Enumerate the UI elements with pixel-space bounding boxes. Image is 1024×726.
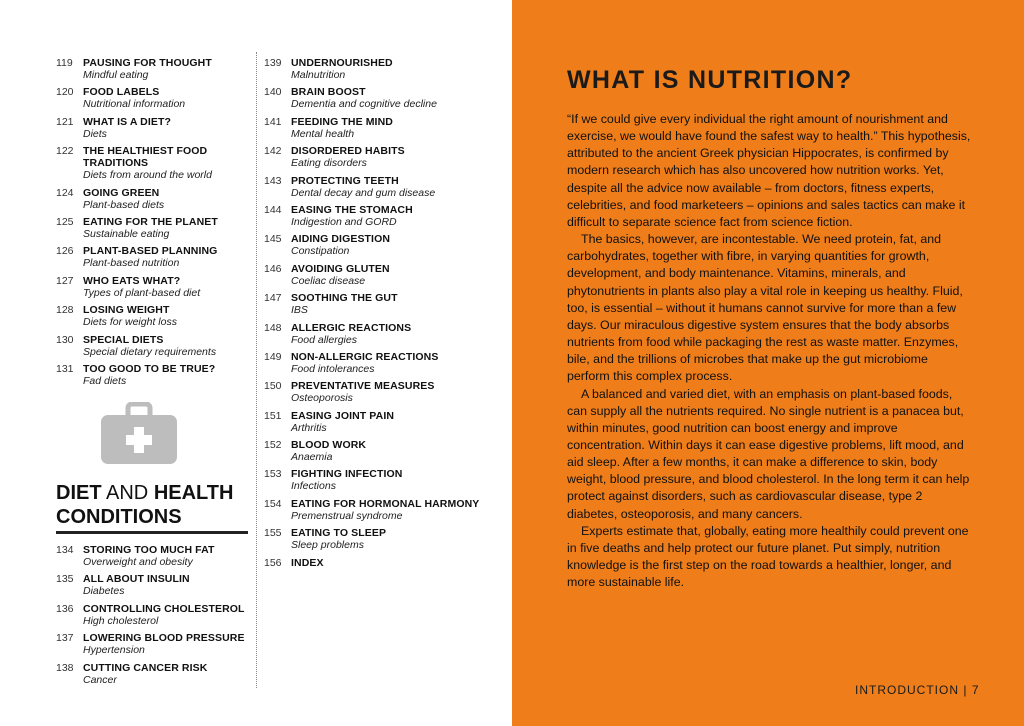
toc-entry[interactable] <box>264 86 494 110</box>
toc-page-number: 138 <box>56 661 74 674</box>
toc-entry-subtitle: Mental health <box>291 127 355 140</box>
toc-entry[interactable] <box>56 304 246 328</box>
toc-entry-title: NON-ALLERGIC REACTIONS <box>291 350 439 363</box>
toc-entry-title: DISORDERED HABITS <box>291 145 405 158</box>
toc-entry-subtitle: Overweight and obesity <box>83 556 193 568</box>
toc-entry[interactable] <box>56 57 246 81</box>
toc-entry-subtitle: Hypertension <box>83 644 145 657</box>
toc-entry-title: PLANT-BASED PLANNING <box>83 245 218 258</box>
toc-entry-text <box>291 175 494 199</box>
toc-page-number: 141 <box>264 115 282 128</box>
article-title: WHAT IS NUTRITION? <box>567 66 853 94</box>
toc-page-number: 127 <box>56 274 74 287</box>
toc-entry-text <box>83 363 246 387</box>
toc-entry[interactable] <box>56 245 246 269</box>
toc-entry-title: WHO EATS WHAT? <box>83 274 181 287</box>
toc-entry-subtitle: Coeliac disease <box>291 274 366 287</box>
toc-page-number: 145 <box>264 233 282 246</box>
toc-entry[interactable] <box>264 322 494 346</box>
toc-entry-title: BRAIN BOOST <box>291 86 366 99</box>
toc-page-number: 148 <box>264 321 282 334</box>
toc-entry-subtitle: Food intolerances <box>291 362 375 375</box>
toc-entry-text <box>291 86 494 110</box>
toc-entry-text <box>83 86 246 110</box>
article-paragraph: The basics, however, are incontestable. We need protein, fat, and carbohydrates, together with fibre, in varying quantities for growth, development, and body maintenance. Vitamins, minerals, and phytonutrients in plants also play a vital role in keeping us healthy. Fluid, too, is essential – without it humans cannot survive for more than a few days. Our miraculous digestive system ensures that the body absorbs nutrients from food while packaging the rest as waste matter. Enzymes, bile, and the trillions of microbes that make up the gut microbiome perform this complex process. <box>567 232 963 384</box>
toc-page-number: 131 <box>56 362 74 375</box>
toc-entry-title: INDEX <box>291 556 324 569</box>
toc-entry-subtitle: Premenstrual syndrome <box>291 509 403 522</box>
toc-entry-text <box>291 439 494 463</box>
toc-entry-text <box>291 204 494 228</box>
toc-entry-text <box>83 334 246 358</box>
toc-entry-title: SOOTHING THE GUT <box>291 292 398 305</box>
toc-entry-text <box>83 245 246 269</box>
toc-entry-subtitle: Special dietary requirements <box>83 345 217 358</box>
toc-column-2 <box>264 57 494 574</box>
toc-entry-text <box>83 145 246 181</box>
toc-entry-subtitle: Indigestion and GORD <box>291 215 397 228</box>
toc-page-number: 130 <box>56 333 74 346</box>
toc-entry-subtitle: Diabetes <box>83 585 125 598</box>
toc-page-number: 124 <box>56 186 74 199</box>
toc-page-number: 128 <box>56 304 74 317</box>
toc-entry-title: THE HEALTHIEST FOOD TRADITIONS <box>83 145 208 170</box>
toc-entry-title: AVOIDING GLUTEN <box>291 262 390 275</box>
toc-entry-subtitle: IBS <box>291 304 308 317</box>
toc-entry-subtitle: High cholesterol <box>83 614 159 627</box>
toc-entry[interactable] <box>56 187 246 211</box>
toc-page-number: 144 <box>264 203 282 216</box>
toc-page-number: 142 <box>264 145 282 158</box>
toc-entry-subtitle: Fad diets <box>83 374 127 387</box>
toc-entry[interactable] <box>264 498 494 522</box>
toc-entry[interactable] <box>264 527 494 551</box>
toc-entry[interactable] <box>56 145 246 181</box>
toc-entry-text <box>83 116 246 140</box>
toc-page-number: 155 <box>264 527 282 540</box>
toc-page-number: 146 <box>264 262 282 275</box>
toc-entry-subtitle: Nutritional information <box>83 98 186 111</box>
toc-entry[interactable] <box>264 57 494 81</box>
toc-entry-subtitle: Mindful eating <box>83 69 149 81</box>
toc-entry[interactable] <box>56 603 246 627</box>
toc-entry-text <box>291 380 494 404</box>
footer-separator: | <box>963 683 968 697</box>
toc-entry[interactable] <box>264 263 494 287</box>
toc-entry[interactable] <box>56 116 246 140</box>
toc-page-number: 135 <box>56 573 74 586</box>
first-aid-kit-icon <box>101 402 177 464</box>
toc-entry-subtitle: Dental decay and gum disease <box>291 186 436 199</box>
toc-entry-title: CONTROLLING CHOLESTEROL <box>83 602 245 615</box>
toc-entry-subtitle: Diets <box>83 127 107 140</box>
toc-entry-subtitle: Osteoporosis <box>291 392 353 405</box>
toc-page-number: 120 <box>56 86 74 99</box>
toc-entry[interactable] <box>264 410 494 434</box>
toc-entry[interactable] <box>56 216 246 240</box>
toc-entry-title: BLOOD WORK <box>291 439 367 452</box>
toc-entry-text <box>83 304 246 328</box>
article-paragraph: A balanced and varied diet, with an emphasis on plant-based foods, can supply all the nutrients required. No single nutrient is a panacea but, within minutes, good nutrition can boost energy and improve concentration. Within days it can ease digestive problems, lift mood, and aid sleep. After a few months, it can make a difference to skin, body weight, blood pressure, and blood cholesterol. In the long term it can help protect against disorders, such as cardiovascular disease, type 2 diabetes, osteoporosis, and many cancers. <box>567 386 970 521</box>
toc-entry-subtitle: Constipation <box>291 245 350 258</box>
section-heading-regular: AND <box>101 482 154 504</box>
article-body <box>567 111 972 591</box>
toc-entry[interactable] <box>264 292 494 316</box>
toc-entry-title: PAUSING FOR THOUGHT <box>83 57 212 69</box>
toc-entry-subtitle: Plant-based diets <box>83 198 165 211</box>
footer-section: INTRODUCTION <box>855 683 959 697</box>
toc-entry[interactable] <box>264 116 494 140</box>
toc-entry-title: PROTECTING TEETH <box>291 174 399 187</box>
toc-page-number: 153 <box>264 468 282 481</box>
page-footer <box>855 683 980 697</box>
toc-entry-text <box>83 187 246 211</box>
toc-page-number: 140 <box>264 86 282 99</box>
toc-entry-text <box>83 632 246 656</box>
toc-entry-text <box>291 410 494 434</box>
toc-entry-title: PREVENTATIVE MEASURES <box>291 380 435 393</box>
toc-entry-subtitle: Arthritis <box>291 421 327 434</box>
toc-entry[interactable] <box>56 662 246 686</box>
toc-column-1-lower <box>56 544 246 691</box>
toc-entry[interactable] <box>264 145 494 169</box>
toc-entry-title: FOOD LABELS <box>83 86 160 99</box>
toc-entry-title: EATING FOR HORMONAL HARMONY <box>291 497 480 510</box>
toc-entry[interactable] <box>56 544 246 568</box>
toc-entry-text <box>291 116 494 140</box>
toc-entry-title: CUTTING CANCER RISK <box>83 661 208 674</box>
toc-entry-subtitle: Diets from around the world <box>83 169 212 182</box>
toc-entry[interactable] <box>56 334 246 358</box>
toc-entry-subtitle: Food allergies <box>291 333 357 346</box>
toc-entry-text <box>291 263 494 287</box>
toc-entry-text <box>291 527 494 551</box>
toc-page-number: 149 <box>264 350 282 363</box>
toc-entry-text <box>291 468 494 492</box>
toc-page-number: 122 <box>56 145 74 158</box>
toc-entry-title: FIGHTING INFECTION <box>291 468 403 481</box>
toc-entry-subtitle: Eating disorders <box>291 157 367 170</box>
toc-entry-title: EASING THE STOMACH <box>291 203 413 216</box>
toc-entry-title: LOWERING BLOOD PRESSURE <box>83 632 245 645</box>
toc-entry-text <box>83 573 246 597</box>
toc-entry-title: EATING TO SLEEP <box>291 527 387 540</box>
toc-entry-text <box>291 57 494 81</box>
toc-entry-text <box>291 292 494 316</box>
toc-entry-subtitle: Infections <box>291 480 336 493</box>
toc-entry-title: TOO GOOD TO BE TRUE? <box>83 362 216 375</box>
toc-entry-subtitle: Cancer <box>83 673 117 686</box>
toc-page-number: 126 <box>56 245 74 258</box>
toc-entry-text <box>291 233 494 257</box>
toc-entry-subtitle: Diets for weight loss <box>83 316 177 329</box>
toc-entry-title: STORING TOO MUCH FAT <box>83 544 215 556</box>
toc-entry-title: WHAT IS A DIET? <box>83 115 172 128</box>
toc-page-number: 151 <box>264 409 282 422</box>
toc-entry-title: UNDERNOURISHED <box>291 57 393 69</box>
toc-entry-subtitle: Anaemia <box>291 451 333 464</box>
toc-page-number: 143 <box>264 174 282 187</box>
toc-entry-title: EASING JOINT PAIN <box>291 409 395 422</box>
toc-entry-text <box>291 557 494 569</box>
toc-entry-text <box>83 275 246 299</box>
toc-entry-text <box>83 216 246 240</box>
article-paragraph: Experts estimate that, globally, eating more healthily could prevent one in five deaths and help protect our future planet. Put simply, nutrition knowledge is the first step on the road towards a healthier, longer, and more sustainable life. <box>567 523 969 590</box>
toc-page-number: 156 <box>264 556 282 569</box>
toc-page-number: 125 <box>56 215 74 228</box>
toc-entry[interactable] <box>264 468 494 492</box>
toc-entry-text <box>83 662 246 686</box>
toc-entry-subtitle: Malnutrition <box>291 69 346 81</box>
toc-page-number: 121 <box>56 115 74 128</box>
toc-entry[interactable] <box>264 233 494 257</box>
toc-page-number: 136 <box>56 602 74 615</box>
toc-entry-subtitle: Dementia and cognitive decline <box>291 98 437 111</box>
toc-page-number: 147 <box>264 292 282 305</box>
toc-entry[interactable] <box>264 557 494 569</box>
toc-entry[interactable] <box>264 204 494 228</box>
toc-entry-title: AIDING DIGESTION <box>291 233 391 246</box>
section-heading-bold-1: DIET <box>56 482 102 504</box>
toc-entry-text <box>291 351 494 375</box>
section-rule <box>56 531 248 534</box>
toc-entry-text <box>291 322 494 346</box>
toc-entry[interactable] <box>56 86 246 110</box>
toc-page-number: 150 <box>264 380 282 393</box>
toc-entry-text <box>83 603 246 627</box>
toc-column-1 <box>56 57 246 392</box>
toc-entry[interactable] <box>264 380 494 404</box>
toc-entry-title: ALLERGIC REACTIONS <box>291 321 412 334</box>
toc-entry[interactable] <box>264 439 494 463</box>
toc-entry[interactable] <box>56 275 246 299</box>
column-divider <box>256 52 257 688</box>
toc-entry-text <box>83 544 246 568</box>
toc-entry-subtitle: Types of plant-based diet <box>83 286 201 299</box>
section-heading <box>56 481 246 529</box>
article-paragraph: “If we could give every individual the right amount of nourishment and exercise, we would have found the safest way to health.” This hypothesis, attributed to the ancient Greek physician Hippocrates, is confirmed by modern research which has also uncovered how nutrition works. Yet, despite all the advice now available – from doctors, fitness experts, celebrities, and food marketeers – opinions and sales tactics can make it difficult to separate science fact from science fiction. <box>567 112 971 229</box>
toc-entry[interactable] <box>264 175 494 199</box>
toc-entry-subtitle: Sustainable eating <box>83 227 170 240</box>
toc-page-number: 119 <box>56 57 73 69</box>
toc-entry-title: LOSING WEIGHT <box>83 304 170 317</box>
toc-entry-subtitle: Plant-based nutrition <box>83 257 180 270</box>
toc-entry[interactable] <box>56 363 246 387</box>
toc-entry[interactable] <box>56 573 246 597</box>
toc-entry-text <box>83 57 246 81</box>
toc-page-number: 154 <box>264 497 282 510</box>
toc-entry-text <box>291 498 494 522</box>
toc-page-number: 134 <box>56 544 74 556</box>
toc-entry[interactable] <box>264 351 494 375</box>
toc-entry-title: SPECIAL DIETS <box>83 333 164 346</box>
toc-entry[interactable] <box>56 632 246 656</box>
toc-entry-subtitle: Sleep problems <box>291 539 364 552</box>
toc-page-number: 139 <box>264 57 282 69</box>
toc-entry-title: ALL ABOUT INSULIN <box>83 573 190 586</box>
toc-page-number: 152 <box>264 439 282 452</box>
toc-entry-title: GOING GREEN <box>83 186 160 199</box>
toc-page-number: 137 <box>56 632 74 645</box>
toc-entry-title: FEEDING THE MIND <box>291 115 393 128</box>
toc-entry-title: EATING FOR THE PLANET <box>83 215 218 228</box>
section-heading-bold-2: HEALTH CONDITIONS <box>56 482 234 528</box>
footer-page-number: 7 <box>971 683 980 697</box>
toc-entry-text <box>291 145 494 169</box>
